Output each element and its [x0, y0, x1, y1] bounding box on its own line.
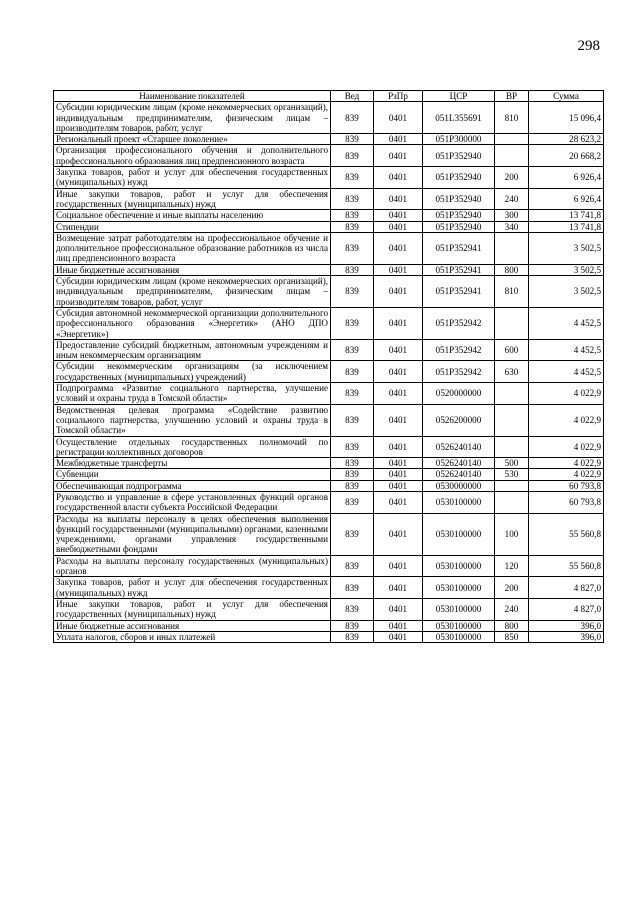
cell-name: Социальное обеспечение и иные выплаты населению [54, 210, 331, 221]
cell-csr: 0526240140 [423, 458, 495, 469]
cell-rzpr: 0401 [374, 339, 423, 361]
table-row [54, 436, 604, 458]
cell-rzpr: 0401 [374, 598, 423, 620]
cell-ved: 839 [331, 188, 374, 210]
cell-sum: 55 560,8 [529, 555, 604, 577]
cell-rzpr: 0401 [374, 307, 423, 339]
cell-csr: 051P352942 [423, 361, 495, 383]
cell-sum: 13 741,8 [529, 221, 604, 232]
cell-sum: 396,0 [529, 620, 604, 631]
cell-rzpr: 0401 [374, 620, 423, 631]
cell-csr: 051L355691 [423, 102, 495, 134]
cell-rzpr: 0401 [374, 383, 423, 405]
cell-csr: 051P352942 [423, 307, 495, 339]
cell-name: Субсидия автономной некоммерческой организации дополнительного профессионального образования «Энергетик» (АНО ДПО «Энергетик») [54, 307, 331, 339]
table-row [54, 458, 604, 469]
cell-csr: 0530100000 [423, 555, 495, 577]
cell-ved: 839 [331, 598, 374, 620]
cell-rzpr: 0401 [374, 513, 423, 555]
cell-csr: 0526200000 [423, 404, 495, 436]
header-name: Наименование показателей [54, 91, 331, 102]
cell-ved: 839 [331, 167, 374, 189]
cell-vr: 850 [495, 631, 529, 642]
cell-sum: 396,0 [529, 631, 604, 642]
cell-vr [495, 404, 529, 436]
table-row [54, 188, 604, 210]
cell-name: Возмещение затрат работодателям на профессиональное обучение и дополнительное профессиональное образование работников из числа лиц предпенсионного возраста [54, 232, 331, 264]
cell-csr: 051P352940 [423, 167, 495, 189]
header-ved: Вед [331, 91, 374, 102]
table-row [54, 221, 604, 232]
cell-name: Межбюджетные трансферты [54, 458, 331, 469]
cell-csr: 0530100000 [423, 513, 495, 555]
cell-name: Обеспечивающая подпрограмма [54, 480, 331, 491]
cell-name: Региональный проект «Старшее поколение» [54, 134, 331, 145]
table-row [54, 276, 604, 308]
cell-ved: 839 [331, 210, 374, 221]
cell-name: Предоставление субсидий бюджетным, автономным учреждениям и иным некоммерческим организациям [54, 339, 331, 361]
cell-name: Субсидии юридическим лицам (кроме некоммерческих организаций), индивидуальным предпринимателям, физическим лицам – производителям товаров, работ, услуг [54, 276, 331, 308]
table-row [54, 620, 604, 631]
cell-vr: 200 [495, 167, 529, 189]
cell-sum: 6 926,4 [529, 167, 604, 189]
cell-name: Руководство и управление в сфере установленных функций органов государственной власти субъекта Российской Федерации [54, 491, 331, 513]
cell-rzpr: 0401 [374, 167, 423, 189]
cell-name: Закупка товаров, работ и услуг для обеспечения государственных (муниципальных) нужд [54, 577, 331, 599]
table-row [54, 307, 604, 339]
cell-sum: 60 793,8 [529, 480, 604, 491]
cell-ved: 839 [331, 145, 374, 167]
cell-sum: 4 452,5 [529, 307, 604, 339]
table-row [54, 480, 604, 491]
cell-rzpr: 0401 [374, 631, 423, 642]
cell-csr: 051P352940 [423, 188, 495, 210]
cell-csr: 0526240140 [423, 436, 495, 458]
cell-csr: 051P352941 [423, 276, 495, 308]
cell-name: Стипендии [54, 221, 331, 232]
cell-csr: 0530100000 [423, 598, 495, 620]
cell-ved: 839 [331, 383, 374, 405]
cell-ved: 839 [331, 276, 374, 308]
cell-sum: 3 502,5 [529, 264, 604, 275]
cell-name: Субвенции [54, 469, 331, 480]
cell-rzpr: 0401 [374, 145, 423, 167]
table-row [54, 631, 604, 642]
cell-name: Расходы на выплаты персоналу в целях обеспечения выполнения функций государственными (муниципальными) органами, казенными учреждениями, органами управления государственными внебюджетными фондами [54, 513, 331, 555]
cell-name: Осуществление отдельных государственных полномочий по регистрации коллективных договоров [54, 436, 331, 458]
cell-rzpr: 0401 [374, 221, 423, 232]
cell-vr: 810 [495, 276, 529, 308]
cell-csr: 051P300000 [423, 134, 495, 145]
cell-vr [495, 436, 529, 458]
table-row [54, 102, 604, 134]
cell-csr: 0530100000 [423, 620, 495, 631]
cell-name: Субсидии некоммерческим организациям (за исключением государственных (муниципальных) учреждений) [54, 361, 331, 383]
cell-vr: 120 [495, 555, 529, 577]
cell-rzpr: 0401 [374, 276, 423, 308]
table-row [54, 513, 604, 555]
cell-sum: 4 827,0 [529, 598, 604, 620]
cell-vr [495, 145, 529, 167]
cell-rzpr: 0401 [374, 264, 423, 275]
cell-rzpr: 0401 [374, 458, 423, 469]
table-row [54, 232, 604, 264]
cell-name: Расходы на выплаты персоналу государственных (муниципальных) органов [54, 555, 331, 577]
cell-name: Иные бюджетные ассигнования [54, 620, 331, 631]
cell-vr: 340 [495, 221, 529, 232]
cell-vr: 810 [495, 102, 529, 134]
cell-ved: 839 [331, 480, 374, 491]
table-row [54, 491, 604, 513]
cell-name: Иные закупки товаров, работ и услуг для обеспечения государственных (муниципальных) нужд [54, 188, 331, 210]
cell-ved: 839 [331, 631, 374, 642]
cell-ved: 839 [331, 134, 374, 145]
cell-ved: 839 [331, 513, 374, 555]
cell-sum: 4 452,5 [529, 361, 604, 383]
cell-rzpr: 0401 [374, 188, 423, 210]
header-rzpr: РзПр [374, 91, 423, 102]
cell-vr: 800 [495, 264, 529, 275]
cell-ved: 839 [331, 404, 374, 436]
cell-ved: 839 [331, 469, 374, 480]
cell-sum: 3 502,5 [529, 232, 604, 264]
cell-ved: 839 [331, 555, 374, 577]
cell-sum: 55 560,8 [529, 513, 604, 555]
cell-sum: 4 452,5 [529, 339, 604, 361]
table-row [54, 167, 604, 189]
cell-vr [495, 134, 529, 145]
cell-sum: 4 827,0 [529, 577, 604, 599]
cell-vr: 240 [495, 598, 529, 620]
cell-name: Подпрограмма «Развитие социального партнерства, улучшение условий и охраны труда в Томской области» [54, 383, 331, 405]
cell-csr: 0526240140 [423, 469, 495, 480]
table-row [54, 404, 604, 436]
cell-sum: 3 502,5 [529, 276, 604, 308]
cell-vr [495, 480, 529, 491]
cell-sum: 4 022,9 [529, 404, 604, 436]
cell-ved: 839 [331, 458, 374, 469]
cell-sum: 4 022,9 [529, 469, 604, 480]
cell-csr: 051P352941 [423, 232, 495, 264]
header-sum: Сумма [529, 91, 604, 102]
cell-name: Уплата налогов, сборов и иных платежей [54, 631, 331, 642]
table-row [54, 339, 604, 361]
table-row [54, 145, 604, 167]
cell-vr: 530 [495, 469, 529, 480]
header-vr: ВР [495, 91, 529, 102]
cell-csr: 0530100000 [423, 577, 495, 599]
cell-sum: 15 096,4 [529, 102, 604, 134]
cell-rzpr: 0401 [374, 404, 423, 436]
cell-csr: 0530100000 [423, 631, 495, 642]
cell-ved: 839 [331, 436, 374, 458]
table-header-row [54, 91, 604, 102]
cell-vr: 100 [495, 513, 529, 555]
cell-vr [495, 383, 529, 405]
cell-vr: 800 [495, 620, 529, 631]
cell-name: Иные закупки товаров, работ и услуг для обеспечения государственных (муниципальных) нужд [54, 598, 331, 620]
cell-vr: 240 [495, 188, 529, 210]
cell-sum: 4 022,9 [529, 383, 604, 405]
table-row [54, 134, 604, 145]
cell-sum: 28 623,2 [529, 134, 604, 145]
cell-csr: 051P352940 [423, 145, 495, 167]
cell-sum: 60 793,8 [529, 491, 604, 513]
cell-csr: 051P352942 [423, 339, 495, 361]
cell-ved: 839 [331, 221, 374, 232]
cell-vr [495, 307, 529, 339]
cell-sum: 4 022,9 [529, 436, 604, 458]
cell-vr: 300 [495, 210, 529, 221]
table-row [54, 555, 604, 577]
cell-csr: 051P352940 [423, 210, 495, 221]
table-row [54, 469, 604, 480]
cell-rzpr: 0401 [374, 361, 423, 383]
cell-rzpr: 0401 [374, 469, 423, 480]
cell-vr: 600 [495, 339, 529, 361]
header-csr: ЦСР [423, 91, 495, 102]
cell-sum: 4 022,9 [529, 458, 604, 469]
cell-ved: 839 [331, 577, 374, 599]
cell-vr [495, 491, 529, 513]
cell-name: Субсидии юридическим лицам (кроме некоммерческих организаций), индивидуальным предпринимателям, физическим лицам – производителям товаров, работ, услуг [54, 102, 331, 134]
table-row [54, 598, 604, 620]
table-row [54, 210, 604, 221]
cell-rzpr: 0401 [374, 102, 423, 134]
cell-name: Организация профессионального обучения и дополнительного профессионального образования лиц предпенсионного возраста [54, 145, 331, 167]
cell-sum: 13 741,8 [529, 210, 604, 221]
cell-name: Закупка товаров, работ и услуг для обеспечения государственных (муниципальных) нужд [54, 167, 331, 189]
cell-sum: 20 668,2 [529, 145, 604, 167]
cell-name: Иные бюджетные ассигнования [54, 264, 331, 275]
cell-ved: 839 [331, 491, 374, 513]
cell-csr: 0530100000 [423, 491, 495, 513]
cell-ved: 839 [331, 361, 374, 383]
cell-rzpr: 0401 [374, 555, 423, 577]
cell-rzpr: 0401 [374, 491, 423, 513]
cell-rzpr: 0401 [374, 134, 423, 145]
table-row [54, 577, 604, 599]
cell-ved: 839 [331, 620, 374, 631]
cell-ved: 839 [331, 232, 374, 264]
cell-ved: 839 [331, 339, 374, 361]
table-row [54, 361, 604, 383]
cell-ved: 839 [331, 102, 374, 134]
cell-csr: 0520000000 [423, 383, 495, 405]
cell-ved: 839 [331, 307, 374, 339]
table-row [54, 264, 604, 275]
cell-rzpr: 0401 [374, 480, 423, 491]
table-row [54, 383, 604, 405]
cell-ved: 839 [331, 264, 374, 275]
cell-csr: 051P352941 [423, 264, 495, 275]
cell-csr: 051P352940 [423, 221, 495, 232]
cell-rzpr: 0401 [374, 210, 423, 221]
cell-csr: 0530000000 [423, 480, 495, 491]
cell-rzpr: 0401 [374, 577, 423, 599]
page-number: 298 [577, 38, 600, 54]
cell-vr: 200 [495, 577, 529, 599]
cell-vr [495, 232, 529, 264]
cell-vr: 500 [495, 458, 529, 469]
cell-sum: 6 926,4 [529, 188, 604, 210]
cell-rzpr: 0401 [374, 436, 423, 458]
cell-name: Ведомственная целевая программа «Содействие развитию социального партнерства, улучшению условий и охраны труда в Томской области» [54, 404, 331, 436]
cell-vr: 630 [495, 361, 529, 383]
budget-table [53, 90, 604, 643]
cell-rzpr: 0401 [374, 232, 423, 264]
